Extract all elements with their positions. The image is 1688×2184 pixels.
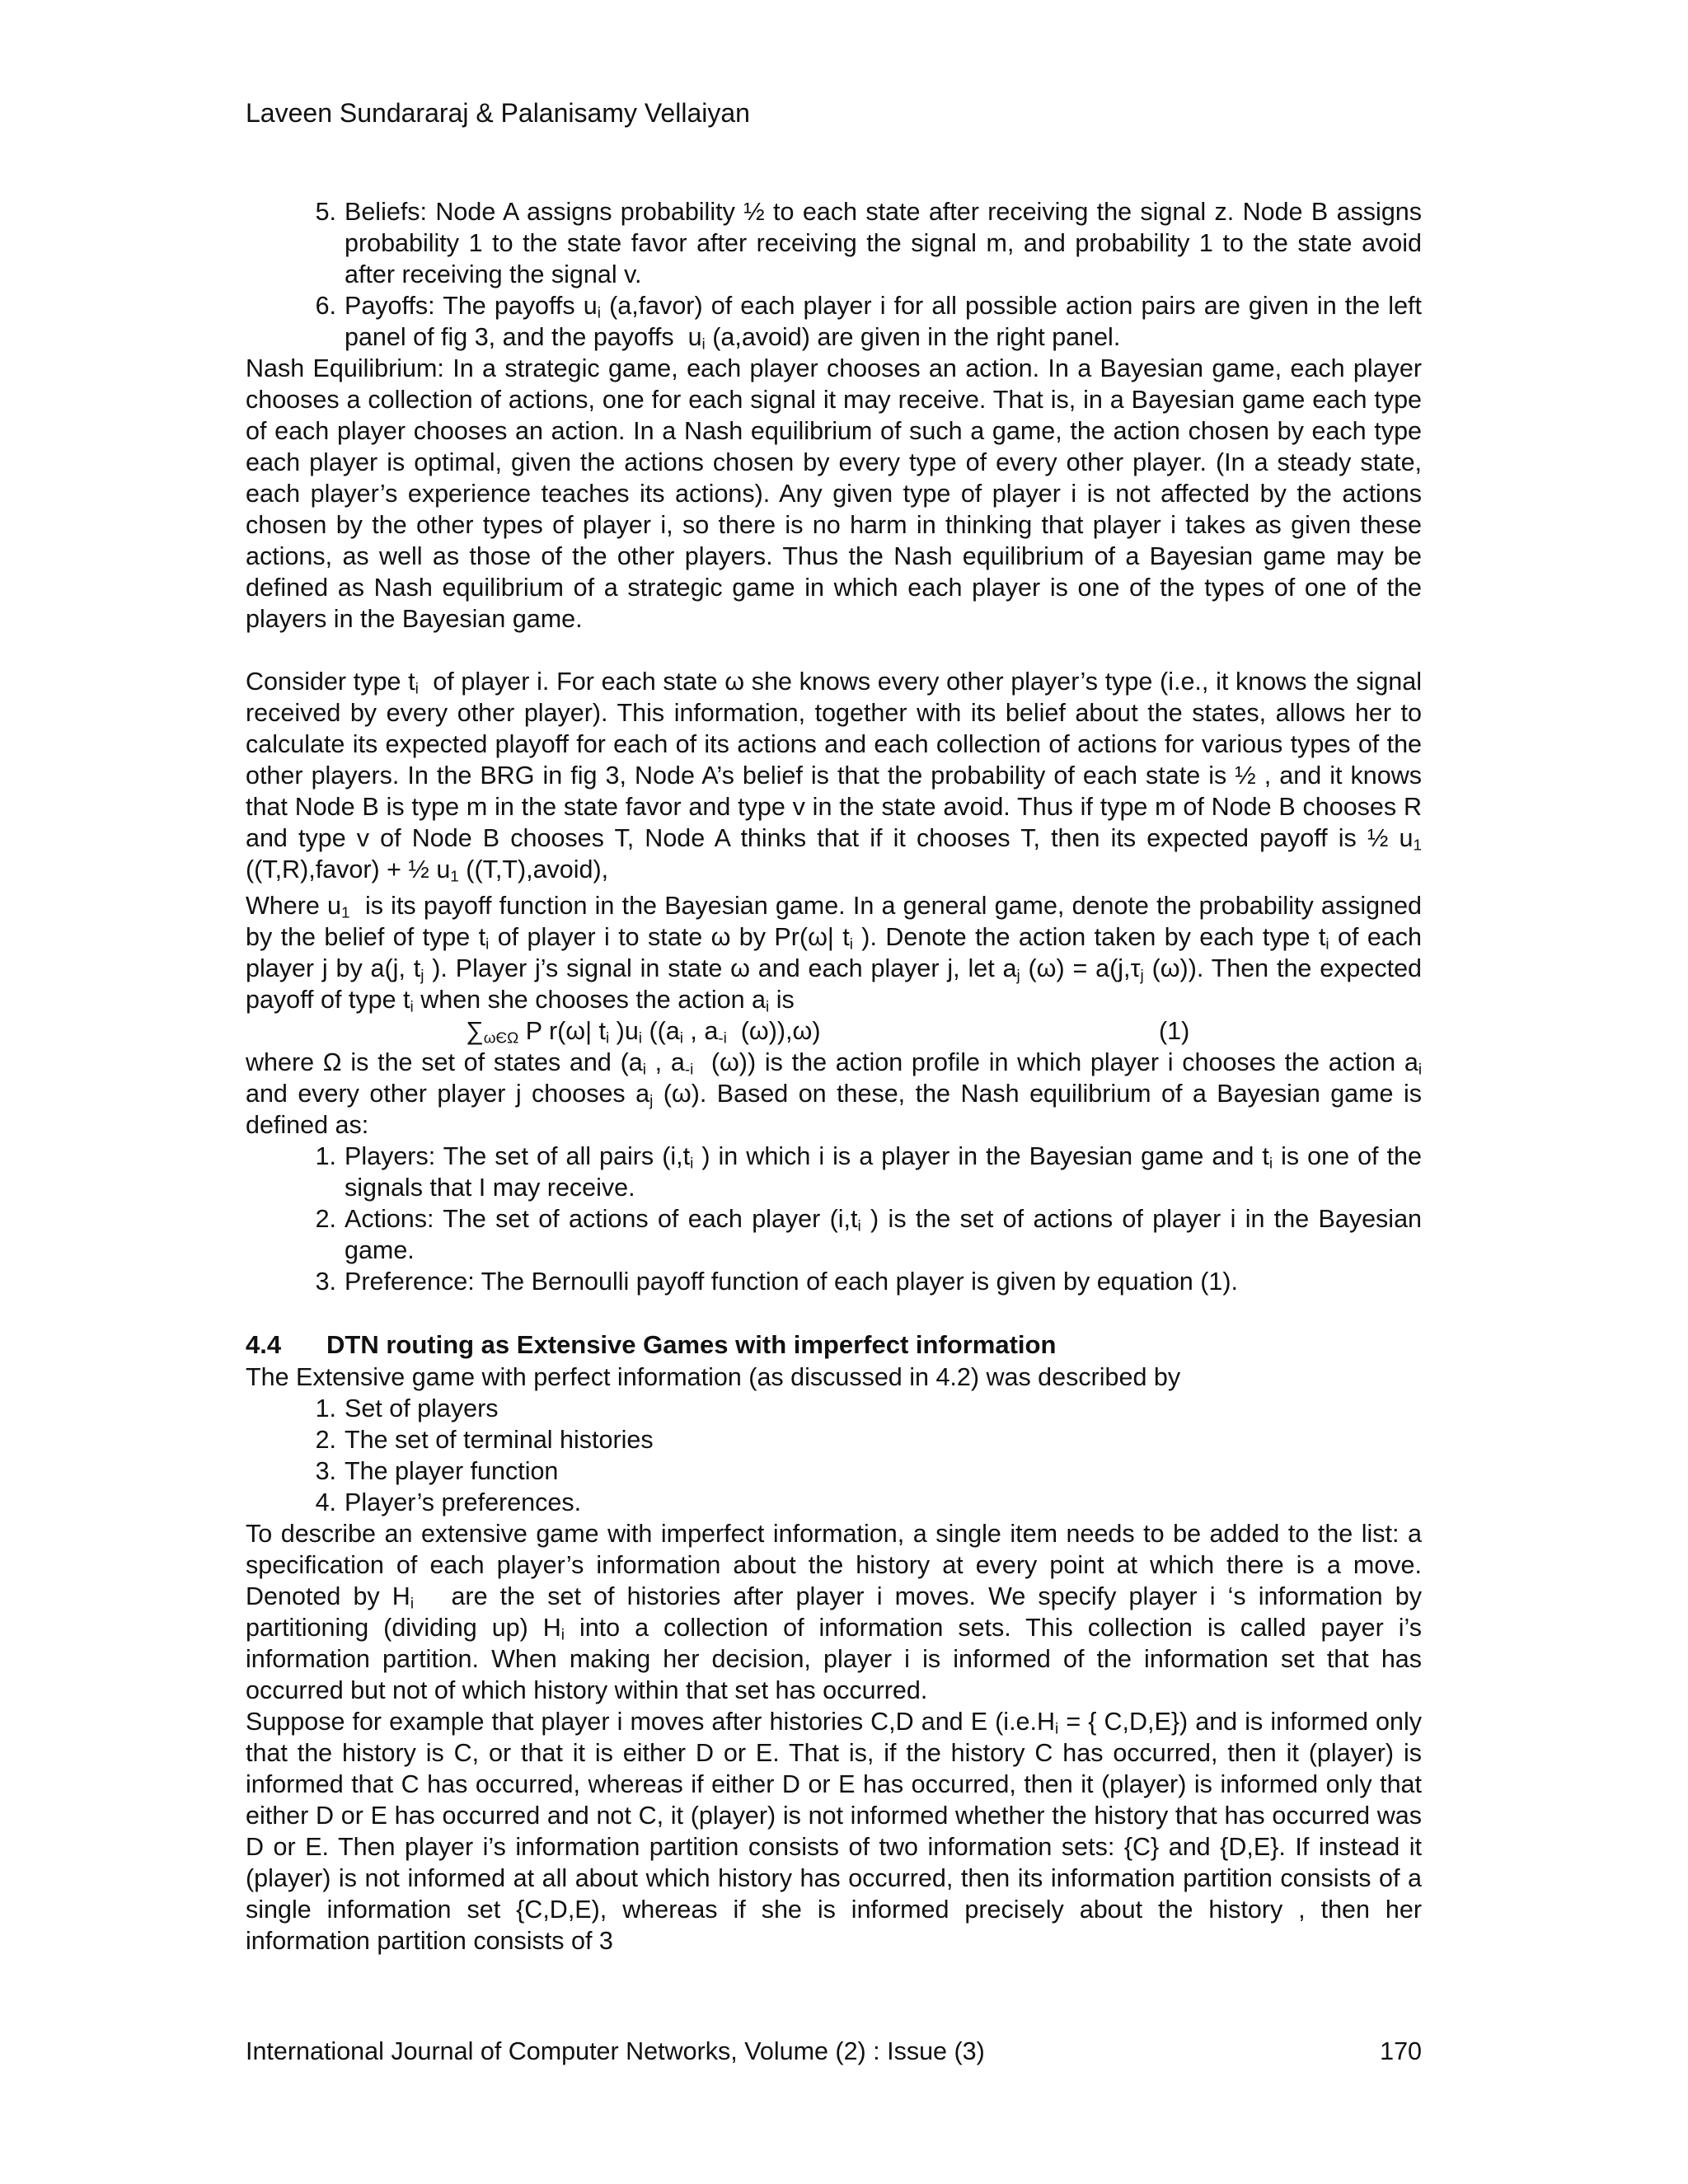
list-number: 1. <box>315 1394 336 1422</box>
paragraph-describe-extensive: To describe an extensive game with imperfect information, a single item needs to be added to the list: a specification of each player’s information about the history at every point at which there is a move. Denoted by $H_i$ are the set of histories after player i moves. We specify player i ‘s information by partitioning (dividing up) $H_i$ into a collection of information sets. This collection is called payer i’s information partition. When making her decision, player i is informed of the information set that has occurred but not of which history within that set has occurred. <box>246 1520 1423 1704</box>
section-number: 4.4 <box>246 1330 282 1359</box>
list-number: 6. <box>315 292 336 320</box>
list-text: Beliefs: Node A assigns probability ½ to each state after receiving the signal z. Node B assigns probability 1 to the state favor after receiving the signal m, and probability 1 to the state avoid after receiving the signal v. <box>345 198 1422 288</box>
list-text: Players: The set of all pairs ($i,t_i$ ) in which i is a player in the Bayesian game and $t_i$ is one of the signals that I may receive. <box>345 1142 1422 1202</box>
list-text: The player function <box>345 1457 559 1485</box>
paragraph-consider-type: Consider type $t_i$ of player i. For each state ω she knows every other player’s type (i.e., it knows the signal received by every other player). This information, together with its belief about the states, allows her to calculate its expected playoff for each of its actions and each collection of actions for various types of the other players. In the BRG in fig 3, Node A’s belief is that the probability of each state is ½ , and it knows that Node B is type m in the state favor and type v in the state avoid. Thus if type m of Node B chooses R and type v of Node B chooses T, Node A thinks that if it chooses T, then its expected payoff is ½ $u_1$ ((T,R),favor) + ½ $u_1$ ((T,T),avoid), <box>246 668 1422 886</box>
list-text: Actions: The set of actions of each player ($i,t_i$ ) is the set of actions of player i in the Bayesian game. <box>345 1205 1423 1264</box>
section-title: DTN routing as Extensive Games with imperfect information <box>326 1330 1057 1359</box>
list-number: 1. <box>315 1142 336 1170</box>
list-number: 3. <box>315 1268 336 1296</box>
list-number: 2. <box>315 1205 336 1233</box>
page-footer <box>246 2037 1422 2066</box>
footer-journal: International Journal of Computer Networks, Volume (2) : Issue (3) <box>246 2037 985 2065</box>
paragraph-extensive-intro: The Extensive game with perfect information (as discussed in 4.2) was described by <box>246 1363 1181 1391</box>
list-text: Preference: The Bernoulli payoff function of each player is given by equation (1). <box>345 1268 1238 1296</box>
page-number: 170 <box>1380 2037 1422 2065</box>
list-text: Payoffs: The payoffs $u_i$ (a,favor) of each player i for all possible action pairs are given in the left panel of fig 3, and the payoffs $u_i$ (a,avoid) are given in the right panel. <box>345 292 1422 354</box>
paragraph-where-u1: Where $u_1$ is its payoff function in the Bayesian game. In a general game, denote the probability assigned by the belief of type $t_i$ of player i to state ω by Pr(ω| $t_i$ ). Denote the action taken by each type $t_i$ of each player j by a(j, $t_j$ ). Player j’s signal in state ω and each player j, let $a_j$ $(\omega) = a(j,\tau_j$ (ω)). Then the expected payoff of type $t_i$ when she chooses the action $a_i$ is <box>246 892 1423 1016</box>
paragraph-where-omega: where Ω is the set of states and ($a_i$ , $a_{-i}$ (ω)) is the action profile in which player i chooses the action $a_i$ and every other player j chooses $a_j$ (ω). Based on these, the Nash equilibrium of a Bayesian game is defined as: <box>246 1048 1423 1139</box>
equation-expression: $\sum_{\omega Є\Omega}$ P r(ω| $t_i$ )$u_i$ (($a_i$ , $a_{-i}$ (ω)),ω) <box>466 1017 821 1047</box>
equation-number: (1) <box>1159 1017 1190 1045</box>
paragraph-nash-equilibrium: Nash Equilibrium: In a strategic game, each player chooses an action. In a Bayesian game, each player chooses a collection of actions, one for each signal it may receive. That is, in a Bayesian game each type of each player chooses an action. In a Nash equilibrium of such a game, the action chosen by each type each player is optimal, given the actions chosen by every type of every other player. (In a steady state, each player’s experience teaches its actions). Any given type of player i is not affected by the actions chosen by the other types of player i, so there is no harm in thinking that player i takes as given these actions, as well as those of the other players. Thus the Nash equilibrium of a Bayesian game may be defined as Nash equilibrium of a strategic game in which each player is one of the types of one of the players in the Bayesian game. <box>246 354 1422 633</box>
list-text: Player’s preferences. <box>345 1488 582 1516</box>
section-heading <box>246 1330 1056 1360</box>
list-text: The set of terminal histories <box>345 1426 654 1454</box>
list-number: 4. <box>315 1488 336 1516</box>
list-number: 5. <box>315 198 336 226</box>
list-text: Set of players <box>345 1394 499 1422</box>
list-number: 3. <box>315 1457 336 1485</box>
running-header-authors: Laveen Sundararaj & Palanisamy Vellaiyan <box>246 98 750 128</box>
paragraph-suppose-example: Suppose for example that player i moves after histories C,D and E ($i.e.H_i$ = { C,D,E}) and is informed only that the history is C, or that it is either D or E. That is, if the history C has occurred, then it (player) is informed that C has occurred, whereas if either D or E has occurred, then it (player) is informed only that either D or E has occurred and not C, it (player) is not informed whether the history that has occurred was D or E. Then player i’s information partition consists of two information sets: {C} and {D,E}. If instead it (player) is not informed at all about which history has occurred, then its information partition consists of a single information set {C,D,E), whereas if she is informed precisely about the history , then her information partition consists of 3 <box>246 1708 1423 1955</box>
list-number: 2. <box>315 1426 336 1454</box>
